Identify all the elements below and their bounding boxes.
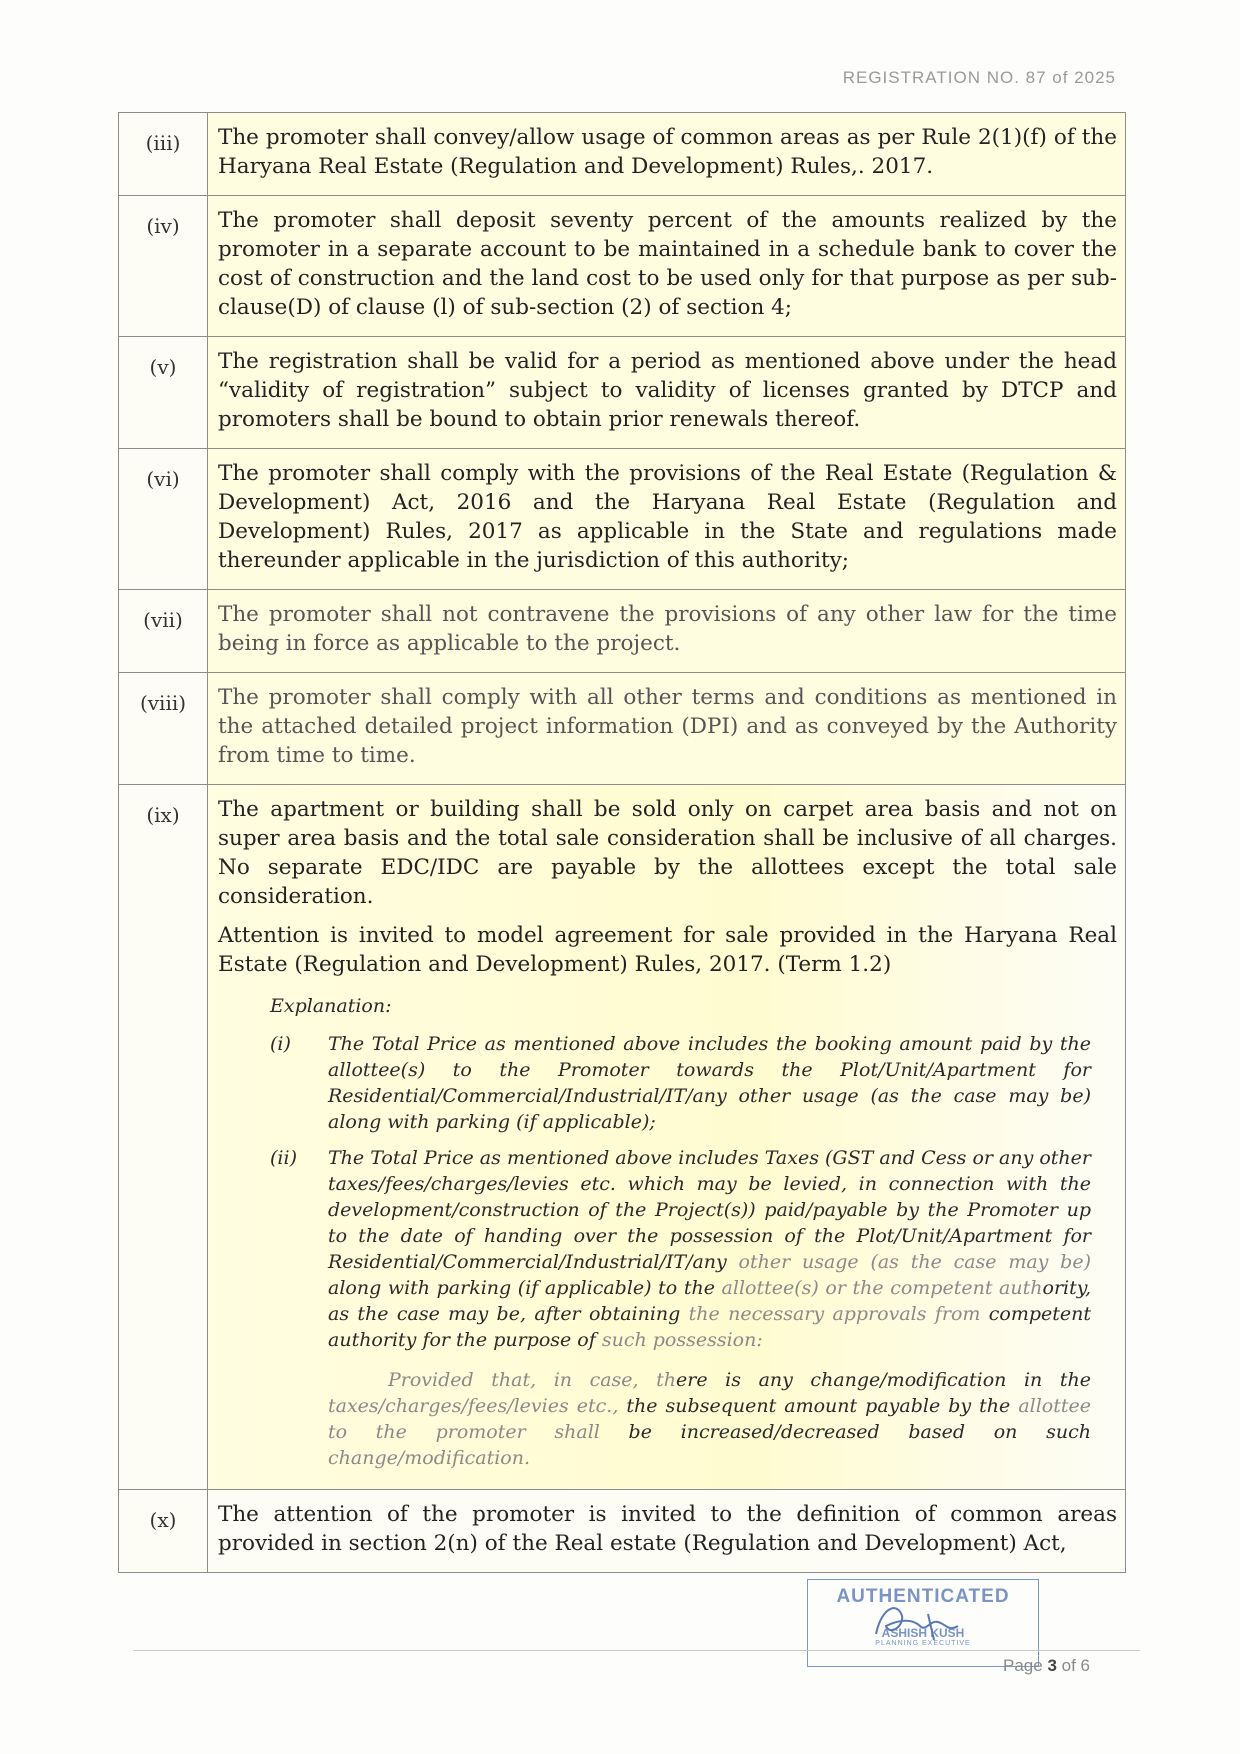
registration-number: REGISTRATION NO. 87 of 2025 [842, 68, 1116, 87]
clauses-table [118, 112, 1126, 1573]
clause-text [208, 785, 1126, 1490]
clause-row [119, 337, 1126, 449]
clause-number: (iv) [119, 196, 208, 337]
stamp-name: ASHISH KUSH [881, 1626, 965, 1640]
clause-text: The promoter shall comply with the provisions of the Real Estate (Regulation & Development) Act, 2016 and the Haryana Real Estate (Regulation and Development) Rules, 2017 as applicable in the State and regulations made thereunder applicable in the jurisdiction of this authority; [208, 449, 1126, 590]
stamp-role: PLANNING EXECUTIVE [875, 1640, 971, 1647]
clause-paragraph: The apartment or building shall be sold only on carpet area basis and not on super area basis and the total sale consideration shall be inclusive of all charges. No separate EDC/IDC are payable by the allottees except the total sale consideration. [218, 797, 1117, 909]
clause-row [119, 1490, 1126, 1573]
clause-number: (v) [119, 337, 208, 449]
clause-text: The promoter shall not contravene the provisions of any other law for the time being in force as applicable to the project. [208, 590, 1126, 673]
explanation-item [270, 1145, 1091, 1353]
clause-number: (vii) [119, 590, 208, 673]
footer-divider [133, 1650, 1140, 1651]
clause-text: The promoter shall convey/allow usage of common areas as per Rule 2(1)(f) of the Haryana Real Estate (Regulation and Development) Rules,. 2017. [208, 113, 1126, 196]
clause-text: The attention of the promoter is invited to the definition of common areas provided in section 2(n) of the Real estate (Regulation and Development) Act, [208, 1490, 1126, 1573]
clause-row [119, 113, 1126, 196]
clause-number: (viii) [119, 673, 208, 785]
explanation-item [270, 1031, 1091, 1135]
clause-row [119, 785, 1126, 1490]
clause-text: The promoter shall deposit seventy percent of the amounts realized by the promoter in a separate account to be maintained in a schedule bank to cover the cost of construction and the land cost to be used only for that purpose as per sub-clause(D) of clause (l) of sub-section (2) of section 4; [208, 196, 1126, 337]
clause-row [119, 590, 1126, 673]
explanation [270, 993, 1091, 1471]
clause-text: The registration shall be valid for a period as mentioned above under the head “validity of registration” subject to validity of licenses granted by DTCP and promoters shall be bound to obtain prior renewals thereof. [208, 337, 1126, 449]
explanation-text: The Total Price as mentioned above includes the booking amount paid by the allottee(s) to the Promoter towards the Plot/Unit/Apartment for Residential/Commercial/Industrial/IT/any other usage (as the case may be) along with parking (if applicable); [328, 1033, 1091, 1133]
clause-number: (vi) [119, 449, 208, 590]
clause-row [119, 673, 1126, 785]
page-number: Page 3 of 6 [1003, 1656, 1090, 1675]
clause-row [119, 196, 1126, 337]
explanation-text: The Total Price as mentioned above includes Taxes (GST and Cess or any other taxes/fees/charges/levies etc. which may be levied, in connection with the development/construction of the Project(s)) paid/payable by the Promoter up to the date of handing over the possession of the Plot/Unit/Apartment for Residential/Commercial/Industrial/IT/any other usage (as the case may be) along with parking (if applicable) to the allottee(s) or the competent authority, as the case may be, after obtaining the necessary approvals from competent authority for the purpose of such possession: [328, 1147, 1091, 1351]
clause-number: (iii) [119, 113, 208, 196]
clause-row [119, 449, 1126, 590]
proviso: Provided that, in case, there is any change/modification in the taxes/charges/fees/levies etc., the subsequent amount payable by the allottee to the promoter shall be increased/decreased based on such change/modification. [328, 1369, 1091, 1469]
signature-icon [868, 1596, 978, 1646]
explanation-marker: (i) [270, 1033, 291, 1055]
stamp-title: AUTHENTICATED [836, 1586, 1010, 1607]
clause-paragraph: Attention is invited to model agreement for sale provided in the Haryana Real Estate (Regulation and Development) Rules, 2017. (Term 1.2) [218, 923, 1117, 977]
authentication-stamp [807, 1579, 1039, 1667]
clause-number: (x) [119, 1490, 208, 1573]
explanation-marker: (ii) [270, 1147, 297, 1169]
explanation-title: Explanation: [270, 995, 392, 1017]
clause-number: (ix) [119, 785, 208, 1490]
clause-text: The promoter shall comply with all other terms and conditions as mentioned in the attached detailed project information (DPI) and as conveyed by the Authority from time to time. [208, 673, 1126, 785]
